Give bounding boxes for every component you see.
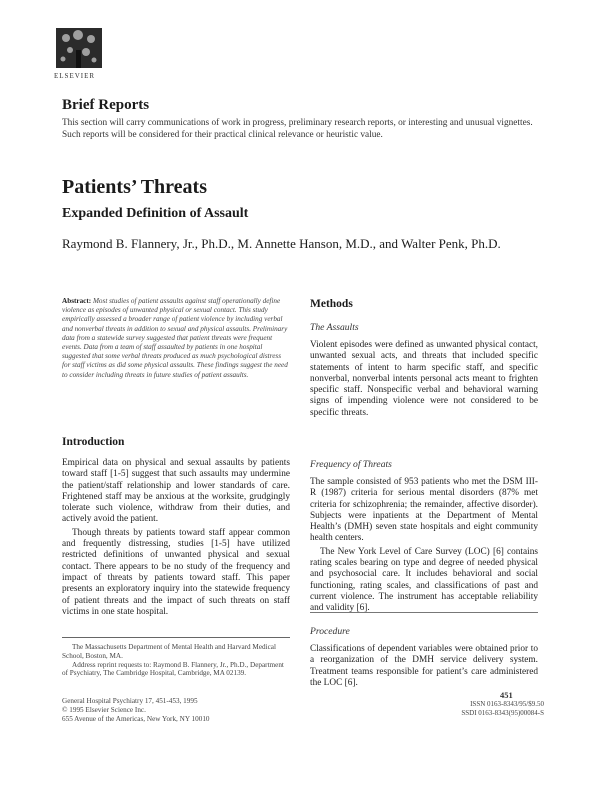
- abstract-text: Most studies of patient assaults against staff operationally define violence as episodes of unwanted physical or sexual contact. This study empirically assessed a broader range of patient violence by including verbal and nonverbal threats in addition to sexual and physical assaults. Preliminary data from a statewide survey suggested that patient threats were frequent events. Data from a team of staff assaulted by patients in one hospital suggested that some verbal threats produced as much psychological distress for staff victims as did some physical assaults. These findings suggest the need to consider including threats in future studies of patient assaults.: [62, 297, 288, 379]
- issn-line: ISSN 0163-8343/95/$9.50: [470, 700, 544, 708]
- page-number: 451: [500, 690, 513, 700]
- ssdi-line: SSDI 0163-8343(95)00084-S: [461, 708, 544, 717]
- journal-address: 655 Avenue of the Americas, New York, NY 10010: [62, 714, 210, 723]
- frequency-paragraph: The New York Level of Care Survey (LOC) [6] contains rating scales bearing on type and degree of needed physical and psychosocial care. It includes behavioral and social functioning, rating scales, and classifications of past and current violence. The instrument has acceptable reliability and validity [6].: [310, 546, 538, 614]
- procedure-subheading: Procedure: [310, 626, 350, 637]
- methods-heading: Methods: [310, 298, 353, 310]
- section-description: This section will carry communications of work in progress, preliminary research reports, or interesting and unusual vignettes. Such reports will be considered for their practical clinical relevance or heuristic value.: [62, 118, 533, 140]
- issn-block: [420, 700, 544, 718]
- assaults-paragraph: Violent episodes were defined as unwanted physical contact, unwanted sexual acts, and threats that included specific statements of intent to harm specific staff, and specific nonverbal, nonverbal intents personal acts meant to frighten specific staff. Nonspecific verbal and behavioral warning signs of impending violence were not considered to be specific threats.: [310, 340, 538, 418]
- journal-citation: General Hospital Psychiatry 17, 451-453, 1995: [62, 697, 198, 705]
- frequency-body: [310, 477, 538, 615]
- abstract-label: Abstract:: [62, 297, 92, 305]
- footnote-divider: [62, 637, 290, 638]
- paper-subtitle: Expanded Definition of Assault: [62, 206, 249, 221]
- paper-authors: Raymond B. Flannery, Jr., Ph.D., M. Annette Hanson, M.D., and Walter Penk, Ph.D.: [62, 236, 501, 251]
- introduction-paragraph: Though threats by patients toward staff appear common and frequently distressing, studies [1-5] have utilized restricted definitions of unwanted physical and sexual contact. There appears to be no study of the frequency and impact of threats by patients toward staff. This paper presents an exploratory inquiry into the statewide frequency of patient threats and the impact of such threats on staff victims in one state hospital.: [62, 527, 290, 617]
- journal-info: [62, 697, 322, 723]
- journal-copyright: © 1995 Elsevier Science Inc.: [62, 705, 146, 714]
- introduction-paragraph: Empirical data on physical and sexual assaults by patients toward staff [1-5] suggest that such assaults may undermine the patient/staff relationship and lower standards of care. Frightened staff may be anxious at the worksite, grudgingly tolerate such violence, withdraw from their duties, and actively avoid the patient.: [62, 458, 290, 525]
- affiliation-footnote: The Massachusetts Department of Mental Health and Harvard Medical School, Boston, MA.: [62, 643, 276, 660]
- procedure-paragraph: Classifications of dependent variables were obtained prior to a reorganization of the DMH service delivery system. Treatment teams responsible for patient’s care administered the LOC [6].: [310, 644, 538, 688]
- section-title: Brief Reports: [62, 97, 150, 113]
- frequency-paragraph: The sample consisted of 953 patients who met the DSM III-R (1987) criteria for serious mental disorders (87% met criteria for schizophrenia; the remainder, affective disorder). Subjects were inpatients at the Department of Mental Health’s (DMH) seven state hospitals and eight community health centers.: [310, 477, 538, 544]
- footnotes: [62, 643, 290, 678]
- frequency-subheading: Frequency of Threats: [310, 459, 392, 470]
- address-footnote: Address reprint requests to: Raymond B. Flannery, Jr., Ph.D., Department of Psychiatry, The Cambridge Hospital, Cambridge, MA 02139.: [62, 660, 284, 678]
- section-divider: [310, 612, 538, 613]
- publisher-name: ELSEVIER: [54, 72, 96, 80]
- introduction-heading: Introduction: [62, 436, 125, 448]
- abstract: [62, 297, 290, 380]
- introduction-body: [62, 458, 290, 618]
- paper-title: Patients’ Threats: [62, 176, 207, 198]
- assaults-subheading: The Assaults: [310, 322, 359, 333]
